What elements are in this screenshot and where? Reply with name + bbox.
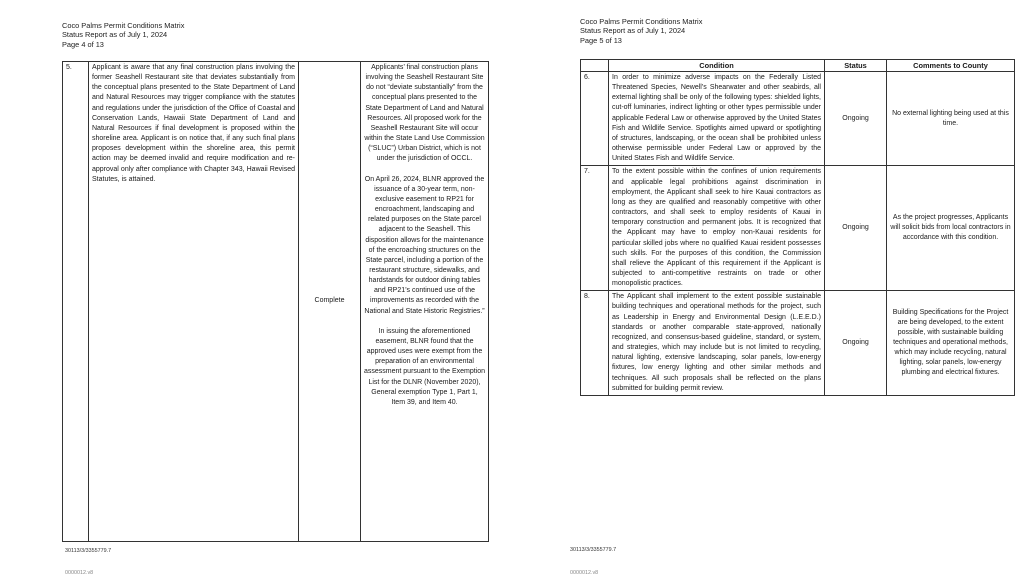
comments-cell: No external lighting being used at this time.	[887, 72, 1015, 166]
table-row	[63, 62, 489, 542]
conditions-table	[62, 61, 489, 542]
condition-number: 8.	[581, 291, 609, 396]
condition-text: Applicant is aware that any final construction plans involving the former Seashell Restaurant site that deviates substantially from the conceptual plans presented to the State Department of Land and Natural Resources may trigger compliance with the statutes and regulations under the jurisdiction of the Office of Coastal and Conservation Lands, Hawaii State Department of Land and Natural Resources if final development is proposed within the shoreline area. Applicant is on notice that, if any such final plans proposes development within the shoreline area, this permit action may be deemed invalid and require modification and re-approval only after compliance with Chapter 343, Hawaii Revised Statutes, is attained.	[89, 62, 299, 542]
document-id: 30113/3/3355779.7	[65, 548, 112, 554]
page-header	[62, 21, 184, 49]
table-header-row	[581, 60, 1015, 72]
comments-cell	[361, 62, 489, 542]
document-id: 30113/3/3355779.7	[570, 547, 617, 553]
condition-number: 6.	[581, 72, 609, 166]
condition-number: 7.	[581, 166, 609, 291]
page-number: Page 4 of 13	[62, 39, 104, 49]
page-header	[580, 17, 702, 45]
status-report-date: Status Report as of July 1, 2024	[580, 26, 686, 36]
comments-cell: As the project progresses, Applicants will solicit bids from local contractors in accordance with this condition.	[887, 166, 1015, 291]
document-id-secondary: 0000012.v8	[65, 570, 94, 576]
status-cell: Ongoing	[825, 291, 887, 396]
page-number: Page 5 of 13	[580, 35, 622, 45]
table-row	[581, 166, 1015, 291]
comment-paragraph: On April 26, 2024, BLNR approved the issuance of a 30-year term, non-exclusive easement to RP21 for encroachment, landscaping and related purposes on the State parcel adjacent to the Seashell. This disposition allows for the maintenance of the encroaching structures on the State parcel, including a portion of the restaurant structure, sidewalks, and hardstands for outdoor dining tables and RP21’s continued use of the improvements as recorded with the National and State Historic Registries.”	[364, 175, 485, 315]
status-report-date: Status Report as of July 1, 2024	[62, 30, 168, 40]
conditions-table	[580, 59, 1015, 396]
document-id-secondary: 0000012.v8	[570, 570, 599, 576]
comment-paragraph: In issuing the aforementioned easement, BLNR found that the approved uses were exempt from the preparation of an environmental assessment pursuant to the Exemption List for the DLNR (November 2020), General exemption Type 1, Part 1, Item 39, and Item 40.	[364, 327, 486, 406]
document-title: Coco Palms Permit Conditions Matrix	[580, 17, 703, 26]
document-page-5	[512, 0, 1024, 576]
status-cell: Ongoing	[825, 166, 887, 291]
condition-text: In order to minimize adverse impacts on the Federally Listed Threatened Species, Newell’s Shearwater and other seabirds, all external lighting shall be only of the following types: shielded lights, cut-off luminaries, indirect lighting or other types permissible under applicable Federal Law or otherwise approved by the United States Fish and Wildlife Service. Spotlights aimed upward or spotlighting of structures, landscaping, or the ocean shall be prohibited unless otherwise permissible under Federal Law or approved by the United States Fish and Wildlife Service.	[609, 72, 825, 166]
column-header-number	[581, 60, 609, 72]
condition-text: The Applicant shall implement to the extent possible sustainable building techniques and operational methods for the project, such as Leadership in Energy and Environmental Design (L.E.E.D.) standards or another comparable state-approved, nationally recognized, and consensus-based guideline, standard, or system, and strategies, which may include but is not limited to recycling, natural lighting, extensive landscaping, solar panels, low-energy fixtures, low energy lighting and other similar methods and techniques. All such proposals shall be reflected on the plans submitted for building permit review.	[609, 291, 825, 396]
condition-number: 5.	[63, 62, 89, 542]
table-row	[581, 72, 1015, 166]
column-header-status: Status	[825, 60, 887, 72]
status-cell: Complete	[299, 62, 361, 542]
comments-cell: Building Specifications for the Project are being developed, to the extent possible, with sustainable building techniques and operational methods, which may include recycling, natural lighting, solar panels, low-energy plumbing and electrical fixtures.	[887, 291, 1015, 396]
column-header-comments: Comments to County	[887, 60, 1015, 72]
document-title: Coco Palms Permit Conditions Matrix	[62, 21, 185, 30]
status-cell: Ongoing	[825, 72, 887, 166]
comment-paragraph: Applicants’ final construction plans involving the Seashell Restaurant Site do not “deviate substantially” from the conceptual plans presented to the State Department of Land and Natural Resources. All proposed work for the Seashell Restaurant Site will occur within the State Land Use Commission (“SLUC”) Urban District, which is not under the jurisdiction of OCCL.	[364, 64, 485, 163]
column-header-condition: Condition	[609, 60, 825, 72]
table-row	[581, 291, 1015, 396]
condition-text: To the extent possible within the confines of union requirements and applicable legal prohibitions against discrimination in employment, the Applicant shall seek to hire Kauai contractors as long as they are qualified and reasonably competitive with other contractors, and shall seek to employ residents of Kauai in temporary construction and permanent jobs. It is recognized that the Applicant may have to employ non-Kauai residents for particular skilled jobs where no qualified Kauai resident possesses such skills. For the purposes of this condition, the Commission shall relieve the Applicant of this requirement if the Applicant is subjected to anti-competitive restraints on trade or other monopolistic practices.	[609, 166, 825, 291]
